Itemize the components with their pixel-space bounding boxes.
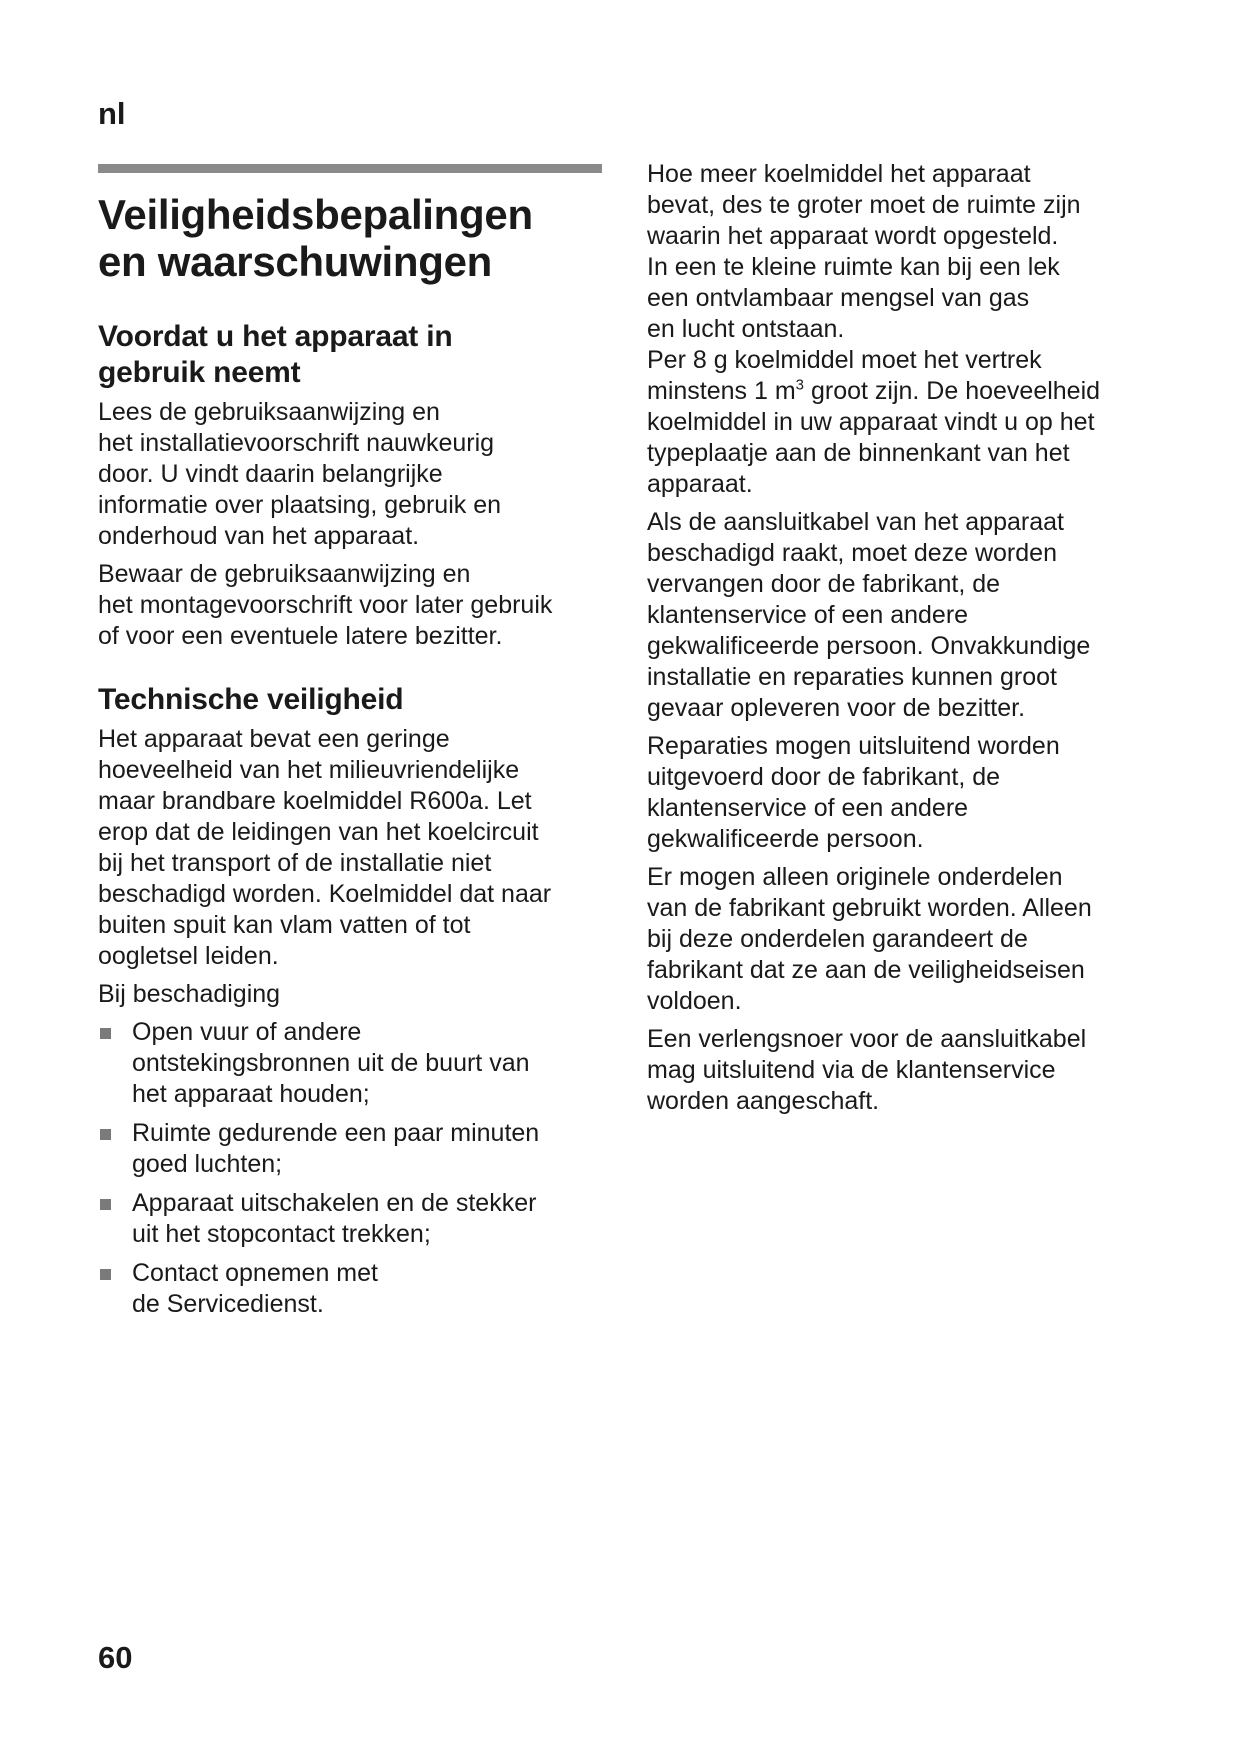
list-item-text: Open vuur of andere ontstekingsbronnen uit de buurt van het apparaat houden; [132,1018,530,1108]
section-rule [98,164,602,173]
right-column [647,159,1167,1124]
paragraph: Lees de gebruiksaanwijzing en het installatievoorschrift nauwkeurig door. U vindt daarin belangrijke informatie over plaatsing, gebruik en onderhoud van het apparaat. [98,398,502,550]
list-item-text: Ruimte gedurende een paar minuten goed luchten; [132,1119,540,1178]
list-item [98,1017,608,1110]
page-number: 60 [98,1640,133,1675]
paragraph-text: Hoe meer koelmiddel het apparaat bevat, des te groter moet de ruimte zijn waarin het apparaat wordt opgesteld. In een te kleine ruimte kan bij een lek een ontvlambaar mengsel van gas en lucht ontstaan. Per 8 g koelmiddel moet het vertrek minstens 1 m [647,160,1081,405]
paragraph: Er mogen alleen originele onderdelen van de fabrikant gebruikt worden. Alleen bij deze onderdelen garandeert de fabrikant dat ze aan de veiligheidseisen voldoen. [647,863,1092,1015]
section-heading-technical-safety: Technische veiligheid [98,683,404,716]
paragraph: Bij beschadiging [98,980,281,1008]
damage-instructions-list [98,1017,608,1320]
paragraph-refrigerant-volume [647,159,1167,500]
left-column [98,164,608,1350]
paragraph: Een verlengsnoer voor de aansluitkabel mag uitsluitend via de klantenservice worden aangeschaft. [647,1025,1087,1115]
paragraph: Reparaties mogen uitsluitend worden uitgevoerd door de fabrikant, de klantenservice of een andere gekwalificeerde persoon. [647,732,1060,853]
square-bullet-icon [100,1199,111,1210]
square-bullet-icon [100,1028,111,1039]
paragraph-text: groot zijn. De hoeveelheid koelmiddel in uw apparaat vindt u op het typeplaatje aan de binnenkant van het apparaat. [647,377,1101,498]
language-label: nl [98,96,126,131]
paragraph: Als de aansluitkabel van het apparaat beschadigd raakt, moet deze worden vervangen door de fabrikant, de klantenservice of een andere gekwalificeerde persoon. Onvakkundige installatie en reparaties kunnen groot gevaar opleveren voor de bezitter. [647,508,1091,722]
superscript: 3 [795,376,805,394]
square-bullet-icon [100,1129,111,1140]
section-heading-before-use: Voordat u het apparaat in gebruik neemt [98,320,453,389]
section-technical-safety [98,682,608,1320]
list-item [98,1258,608,1320]
section-before-use [98,319,608,652]
paragraph: Het apparaat bevat een geringe hoeveelheid van het milieuvriendelijke maar brandbare koelmiddel R600a. Let erop dat de leidingen van het koelcircuit bij het transport of de installatie niet beschadigd worden. Koelmiddel dat naar buiten spuit kan vlam vatten of tot oogletsel leiden. [98,725,552,970]
square-bullet-icon [100,1269,111,1280]
page-title: Veiligheidsbepalingen en waarschuwingen [98,191,533,285]
list-item [98,1188,608,1250]
list-item-text: Contact opnemen met de Servicedienst. [132,1259,378,1318]
list-item-text: Apparaat uitschakelen en de stekker uit het stopcontact trekken; [132,1189,537,1248]
paragraph: Bewaar de gebruiksaanwijzing en het montagevoorschrift voor later gebruik of voor een eventuele latere bezitter. [98,560,553,650]
list-item [98,1118,608,1180]
